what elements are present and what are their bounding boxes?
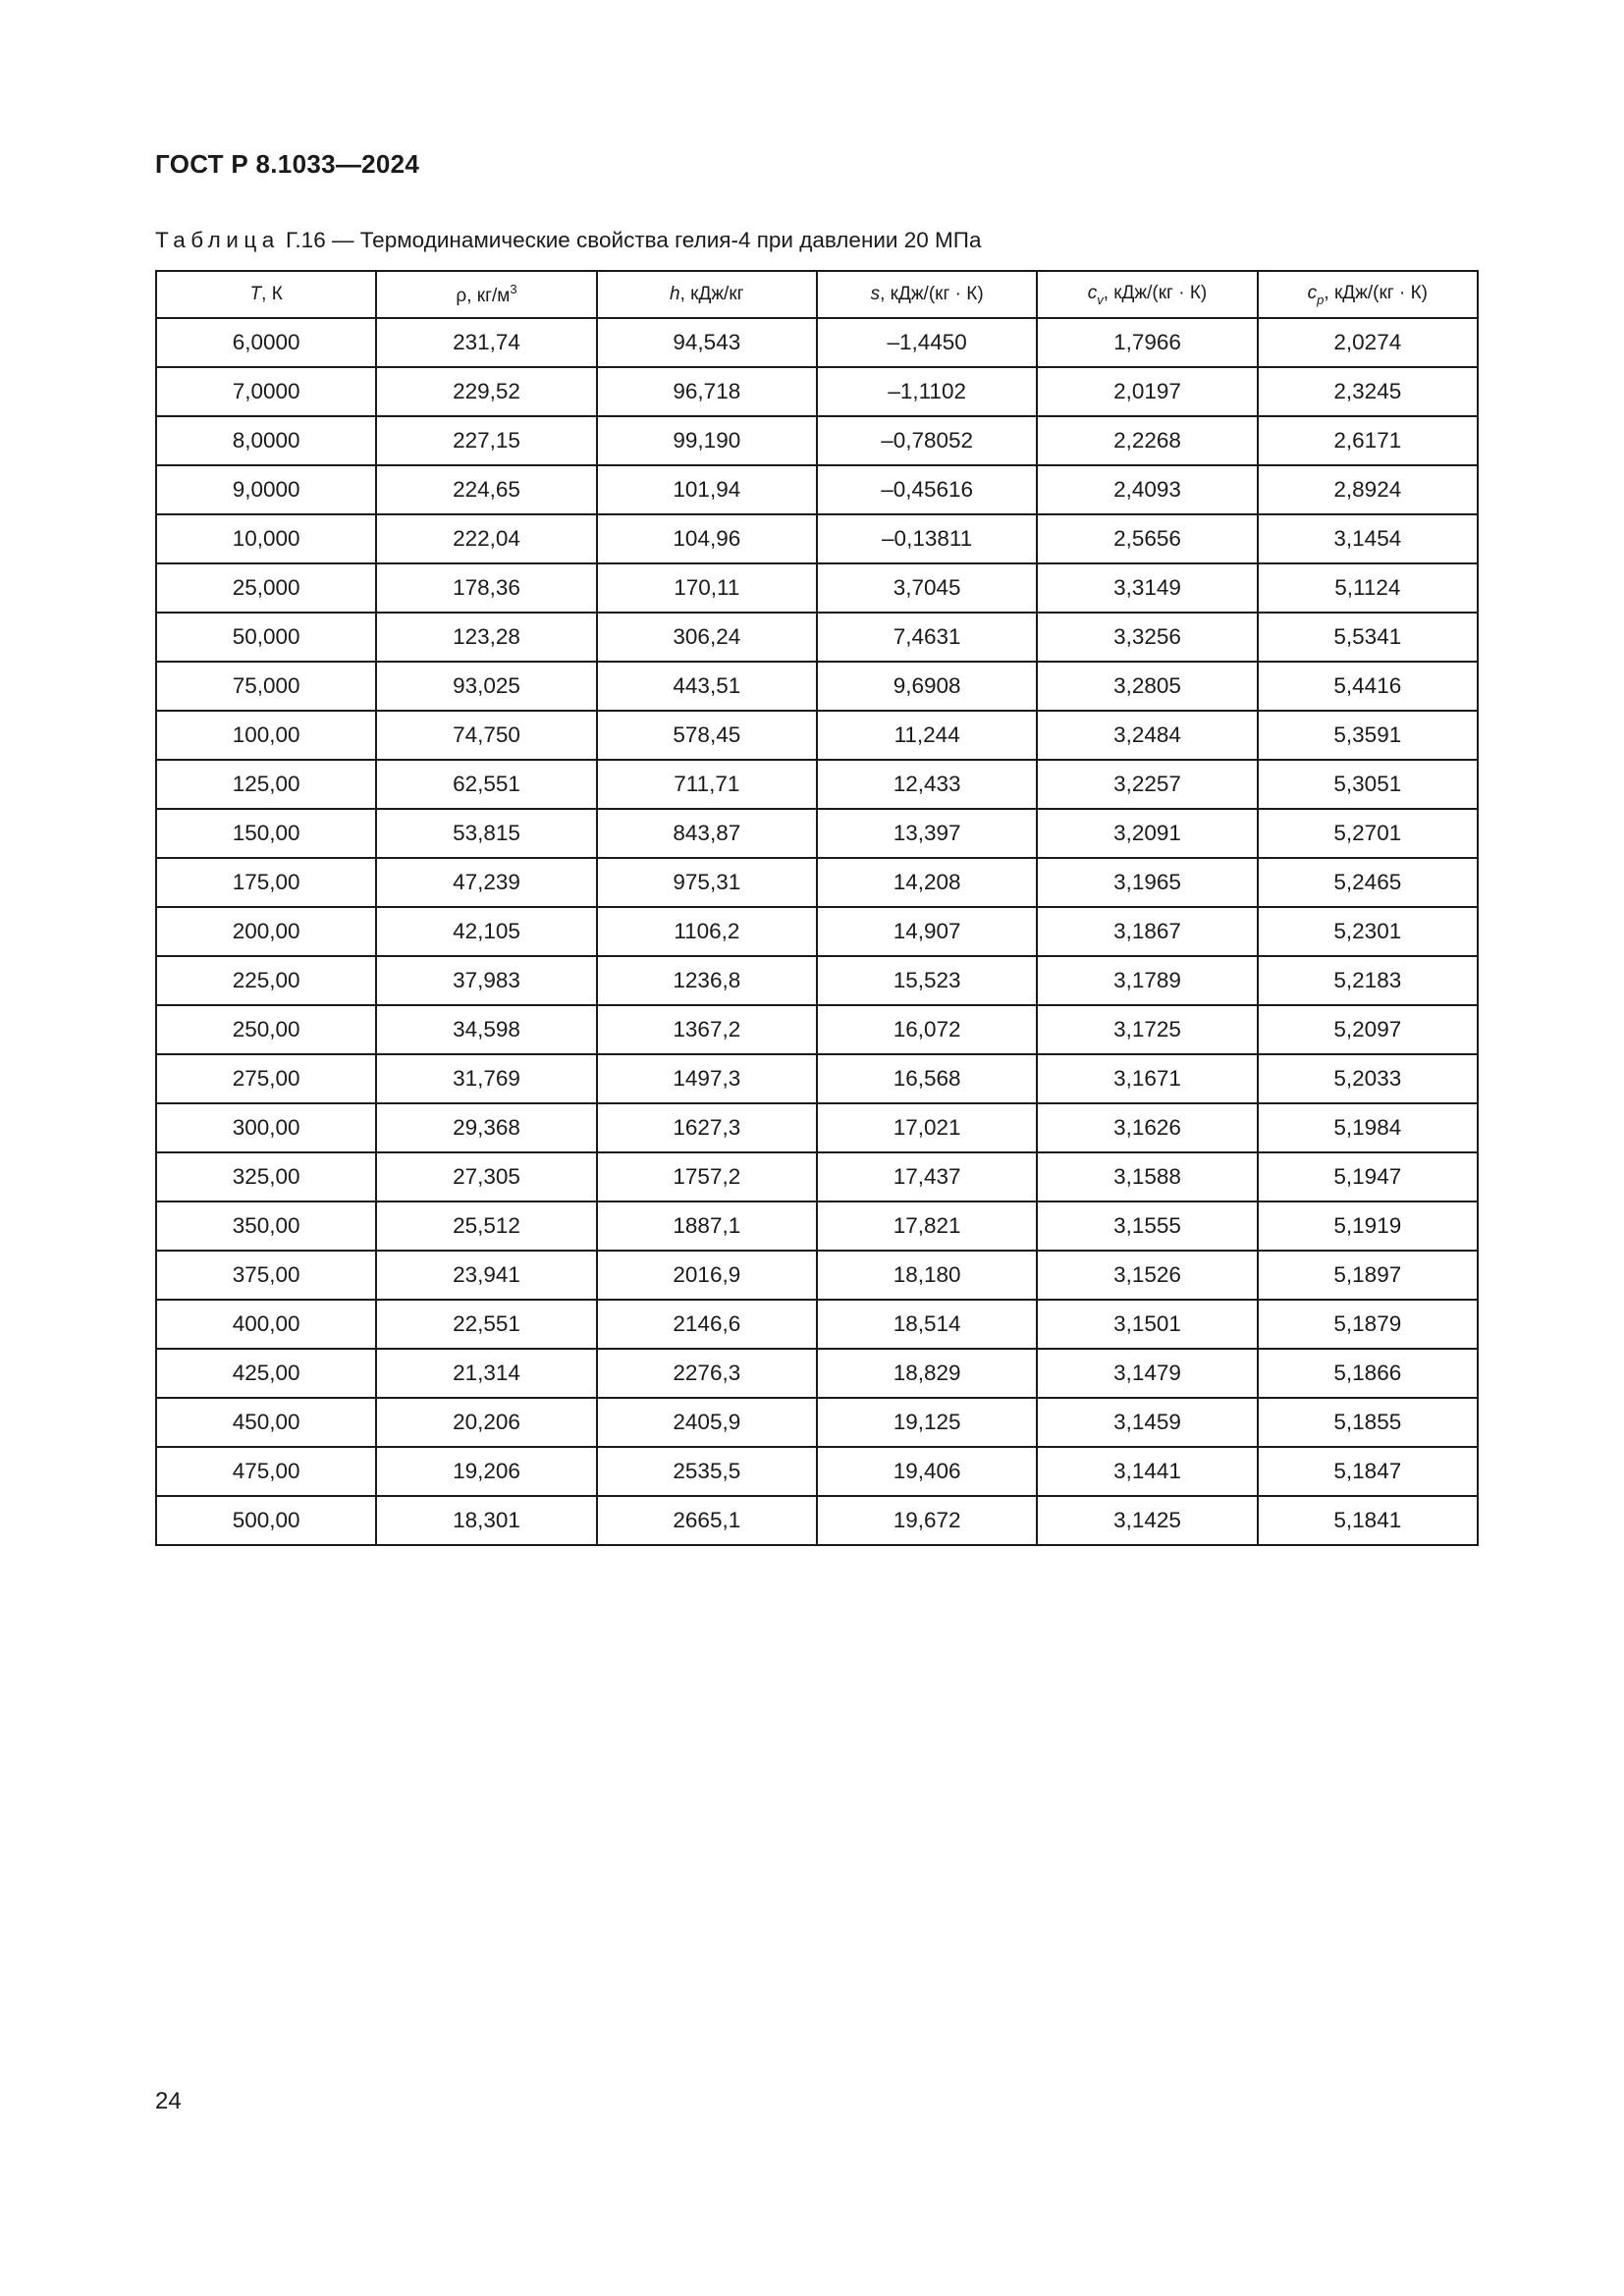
table-cell: 7,0000 [156,367,376,416]
table-cell: 178,36 [376,563,596,613]
table-cell: 1627,3 [597,1103,817,1152]
table-cell: 8,0000 [156,416,376,465]
table-cell: 2,3245 [1258,367,1478,416]
table-cell: 2,0274 [1258,318,1478,367]
table-cell: 12,433 [817,760,1037,809]
table-cell: 50,000 [156,613,376,662]
table-cell: 5,1984 [1258,1103,1478,1152]
table-cell: 375,00 [156,1251,376,1300]
table-cell: 31,769 [376,1054,596,1103]
table-header-row [156,271,1478,318]
table-cell: 3,2805 [1037,662,1257,711]
column-header-enthalpy: h, кДж/кг [597,271,817,318]
table-cell: 101,94 [597,465,817,514]
table-cell: 53,815 [376,809,596,858]
table-cell: 2146,6 [597,1300,817,1349]
table-cell: 3,1425 [1037,1496,1257,1545]
table-cell: 2016,9 [597,1251,817,1300]
table-cell: 19,125 [817,1398,1037,1447]
table-cell: 400,00 [156,1300,376,1349]
table-cell: 5,1879 [1258,1300,1478,1349]
table-row [156,1152,1478,1201]
document-header: ГОСТ Р 8.1033—2024 [155,149,420,179]
table-cell: –0,45616 [817,465,1037,514]
table-cell: 14,208 [817,858,1037,907]
table-cell: 16,072 [817,1005,1037,1054]
table-cell: 47,239 [376,858,596,907]
table-cell: 1106,2 [597,907,817,956]
table-cell: 3,3149 [1037,563,1257,613]
table-cell: 300,00 [156,1103,376,1152]
table-row [156,465,1478,514]
table-row [156,1349,1478,1398]
table-cell: 3,1479 [1037,1349,1257,1398]
table-cell: 5,2701 [1258,809,1478,858]
table-cell: 1367,2 [597,1005,817,1054]
table-cell: 5,2183 [1258,956,1478,1005]
table-cell: 2,0197 [1037,367,1257,416]
table-cell: 3,3256 [1037,613,1257,662]
table-row [156,1005,1478,1054]
table-cell: 150,00 [156,809,376,858]
table-cell: 3,1626 [1037,1103,1257,1152]
table-cell: 227,15 [376,416,596,465]
table-cell: 5,1897 [1258,1251,1478,1300]
table-cell: 5,1855 [1258,1398,1478,1447]
page-number: 24 [155,2088,182,2114]
table-row [156,563,1478,613]
table-cell: 34,598 [376,1005,596,1054]
table-row [156,1054,1478,1103]
table-row [156,907,1478,956]
table-cell: 2535,5 [597,1447,817,1496]
table-row [156,1496,1478,1545]
table-cell: –1,4450 [817,318,1037,367]
table-cell: 275,00 [156,1054,376,1103]
table-cell: 5,1841 [1258,1496,1478,1545]
table-cell: 18,829 [817,1349,1037,1398]
table-cell: 9,0000 [156,465,376,514]
table-cell: 104,96 [597,514,817,563]
table-cell: 229,52 [376,367,596,416]
table-cell: 3,1965 [1037,858,1257,907]
table-cell: 475,00 [156,1447,376,1496]
table-caption-title: Г.16 — Термодинамические свойства гелия-4 при давлении 20 МПа [279,228,982,252]
table-cell: 306,24 [597,613,817,662]
table-cell: 2,4093 [1037,465,1257,514]
table-cell: 100,00 [156,711,376,760]
table-cell: 3,2091 [1037,809,1257,858]
table-cell: 18,514 [817,1300,1037,1349]
table-cell: 3,2484 [1037,711,1257,760]
table-cell: 19,206 [376,1447,596,1496]
table-cell: 29,368 [376,1103,596,1152]
table-cell: 325,00 [156,1152,376,1201]
table-cell: 13,397 [817,809,1037,858]
table-cell: 200,00 [156,907,376,956]
table-cell: 18,301 [376,1496,596,1545]
table-row [156,809,1478,858]
table-cell: 3,1588 [1037,1152,1257,1201]
table-cell: 711,71 [597,760,817,809]
table-cell: –0,78052 [817,416,1037,465]
column-header-cv: $c_v$, кДж/(кг · К) [1037,271,1257,318]
table-cell: 2405,9 [597,1398,817,1447]
table-cell: 2,8924 [1258,465,1478,514]
table-cell: 21,314 [376,1349,596,1398]
column-header-entropy: s, кДж/(кг · К) [817,271,1037,318]
table-cell: 96,718 [597,367,817,416]
table-cell: 10,000 [156,514,376,563]
table-cell: 2,6171 [1258,416,1478,465]
table-cell: 7,4631 [817,613,1037,662]
table-cell: 5,1919 [1258,1201,1478,1251]
table-cell: 5,3591 [1258,711,1478,760]
table-cell: 578,45 [597,711,817,760]
table-cell: 5,2097 [1258,1005,1478,1054]
table-cell: 843,87 [597,809,817,858]
table-row [156,1251,1478,1300]
table-row [156,416,1478,465]
table-row [156,1398,1478,1447]
table-cell: 94,543 [597,318,817,367]
column-header-temperature: T, К [156,271,376,318]
table-cell: –0,13811 [817,514,1037,563]
table-cell: 20,206 [376,1398,596,1447]
table-row [156,760,1478,809]
table-cell: 3,1555 [1037,1201,1257,1251]
table-cell: 93,025 [376,662,596,711]
table-cell: 11,244 [817,711,1037,760]
table-cell: 231,74 [376,318,596,367]
table-cell: 17,821 [817,1201,1037,1251]
table-row [156,613,1478,662]
table-cell: 19,406 [817,1447,1037,1496]
table-cell: 99,190 [597,416,817,465]
table-cell: 19,672 [817,1496,1037,1545]
table-cell: 5,2465 [1258,858,1478,907]
table-cell: 5,5341 [1258,613,1478,662]
table-cell: 3,7045 [817,563,1037,613]
table-cell: 1,7966 [1037,318,1257,367]
table-cell: 17,437 [817,1152,1037,1201]
table-cell: 3,1526 [1037,1251,1257,1300]
table-cell: 123,28 [376,613,596,662]
table-cell: 5,1847 [1258,1447,1478,1496]
table-cell: 3,2257 [1037,760,1257,809]
table-cell: 5,2033 [1258,1054,1478,1103]
table-cell: 2276,3 [597,1349,817,1398]
table-row [156,1447,1478,1496]
table-cell: 222,04 [376,514,596,563]
table-cell: 25,000 [156,563,376,613]
table-cell: 14,907 [817,907,1037,956]
table-row [156,514,1478,563]
table-caption-label: Таблица [155,228,280,252]
table-cell: 450,00 [156,1398,376,1447]
table-cell: 75,000 [156,662,376,711]
table-cell: 18,180 [817,1251,1037,1300]
table-cell: 6,0000 [156,318,376,367]
table-cell: 25,512 [376,1201,596,1251]
table-cell: 3,1441 [1037,1447,1257,1496]
table-cell: 3,1454 [1258,514,1478,563]
table-cell: 16,568 [817,1054,1037,1103]
table-cell: 3,1789 [1037,956,1257,1005]
table-row [156,1201,1478,1251]
table-cell: 37,983 [376,956,596,1005]
table-cell: 42,105 [376,907,596,956]
table-cell: 1757,2 [597,1152,817,1201]
table-cell: 225,00 [156,956,376,1005]
table-cell: 2665,1 [597,1496,817,1545]
table-cell: 17,021 [817,1103,1037,1152]
table-cell: 425,00 [156,1349,376,1398]
table-cell: 3,1725 [1037,1005,1257,1054]
table-cell: 5,3051 [1258,760,1478,809]
table-cell: 1887,1 [597,1201,817,1251]
table-cell: 975,31 [597,858,817,907]
table-cell: 175,00 [156,858,376,907]
table-cell: –1,1102 [817,367,1037,416]
table-cell: 350,00 [156,1201,376,1251]
table-row [156,1103,1478,1152]
table-cell: 1236,8 [597,956,817,1005]
table-cell: 500,00 [156,1496,376,1545]
column-header-cp: $c_p$, кДж/(кг · К) [1258,271,1478,318]
table-cell: 5,1124 [1258,563,1478,613]
table-caption [155,228,981,253]
table-cell: 23,941 [376,1251,596,1300]
table-cell: 9,6908 [817,662,1037,711]
table-cell: 443,51 [597,662,817,711]
table-cell: 5,1866 [1258,1349,1478,1398]
column-header-density: ρ, $кг/м^3$ [376,271,596,318]
thermodynamic-properties-table [155,270,1479,1546]
table-cell: 3,1671 [1037,1054,1257,1103]
table-cell: 2,2268 [1037,416,1257,465]
table-row [156,662,1478,711]
table-cell: 1497,3 [597,1054,817,1103]
table-row [156,367,1478,416]
table-cell: 170,11 [597,563,817,613]
table-row [156,858,1478,907]
table-cell: 74,750 [376,711,596,760]
table-row [156,1300,1478,1349]
table-cell: 125,00 [156,760,376,809]
table-cell: 22,551 [376,1300,596,1349]
table-cell: 62,551 [376,760,596,809]
table-cell: 5,1947 [1258,1152,1478,1201]
table-body [156,318,1478,1545]
table-cell: 224,65 [376,465,596,514]
table-row [156,956,1478,1005]
table-cell: 3,1501 [1037,1300,1257,1349]
table-cell: 2,5656 [1037,514,1257,563]
table-cell: 15,523 [817,956,1037,1005]
table-cell: 5,4416 [1258,662,1478,711]
table-cell: 27,305 [376,1152,596,1201]
table-cell: 3,1867 [1037,907,1257,956]
table-cell: 250,00 [156,1005,376,1054]
table-cell: 5,2301 [1258,907,1478,956]
table-cell: 3,1459 [1037,1398,1257,1447]
table-row [156,711,1478,760]
table-row [156,318,1478,367]
